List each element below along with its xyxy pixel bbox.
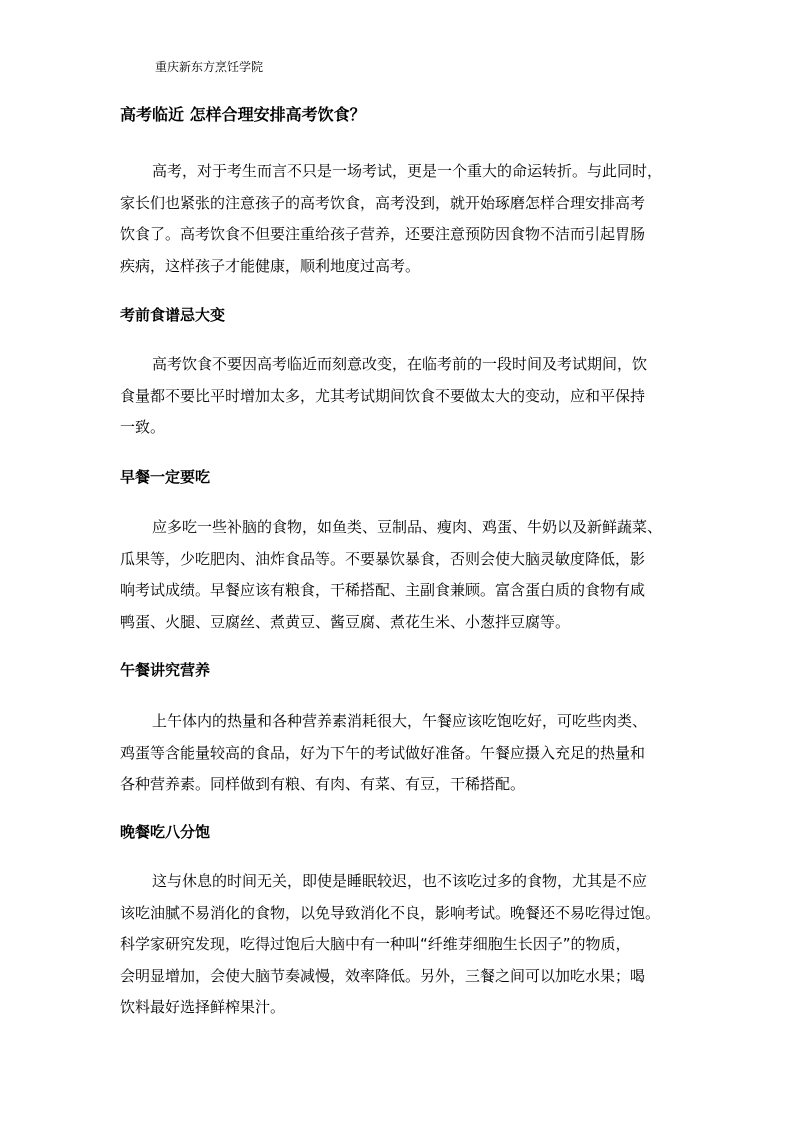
paragraph-line: 会明显增加，会使大脑节奏减慢，效率降低。另外，三餐之间可以加吃水果；喝: [120, 966, 646, 985]
section-heading: 早餐一定要吃: [120, 468, 211, 486]
paragraph-line: 高考饮食不要因高考临近而刻意改变，在临考前的一段时间及考试期间，饮: [152, 355, 648, 373]
paragraph-line: 饮食了。高考饮食不但要注重给孩子营养，还要注意预防因食物不洁而引起胃肠: [120, 225, 646, 243]
section-paragraph: [120, 512, 685, 638]
page-header: 重庆新东方烹饪学院: [155, 60, 264, 74]
paragraph-line: 鸡蛋等含能量较高的食品，好为下午的考试做好准备。午餐应摄入充足的热量和: [120, 743, 646, 762]
intro-paragraph: [120, 156, 685, 282]
section-paragraph: [120, 349, 685, 444]
paragraph-line: 饮料最好选择鲜榨果汁。: [120, 998, 286, 1016]
paragraph-line: 响考试成绩。早餐应该有粮食，干稀搭配、主副食兼顾。富含蛋白质的食物有咸: [120, 581, 646, 599]
paragraph-line: 这与休息的时间无关，即使是睡眠较迟，也不该吃过多的食物，尤其是不应: [152, 872, 648, 890]
section-heading: 晚餐吃八分饱: [120, 823, 211, 841]
paragraph-line: 鸭蛋、火腿、豆腐丝、煮黄豆、酱豆腐、煮花生米、小葱拌豆腐等。: [120, 612, 571, 631]
paragraph-line: 应多吃一些补脑的食物，如鱼类、豆制品、瘦肉、鸡蛋、牛奶以及新鲜蔬菜、: [152, 518, 663, 536]
section-heading: 午餐讲究营养: [120, 661, 211, 679]
paragraph-line: 高考，对于考生而言不只是一场考试，更是一个重大的命运转折。与此同时，: [152, 162, 663, 180]
section-paragraph: [120, 706, 685, 801]
section-paragraph: [120, 866, 685, 1024]
paragraph-line: 食量都不要比平时增加太多，尤其考试期间饮食不要做太大的变动，应和平保持: [120, 386, 646, 405]
paragraph-line: 科学家研究发现，吃得过饱后大脑中有一种叫“纤维芽细胞生长因子”的物质，: [120, 935, 631, 953]
paragraph-line: 疾病，这样孩子才能健康，顺利地度过高考。: [120, 256, 421, 275]
section-heading: 考前食谱忌大变: [120, 306, 226, 324]
paragraph-line: 各种营养素。同样做到有粮、有肉、有菜、有豆，干稀搭配。: [120, 775, 526, 793]
paragraph-line: 该吃油腻不易消化的食物，以免导致消化不良，影响考试。晚餐还不易吃得过饱。: [120, 903, 661, 922]
paragraph-line: 家长们也紧张的注意孩子的高考饮食，高考没到，就开始琢磨怎样合理安排高考: [120, 193, 646, 212]
paragraph-line: 瓜果等，少吃肥肉、油炸食品等。不要暴饮暴食，否则会使大脑灵敏度降低，影: [120, 549, 646, 568]
paragraph-line: 上午体内的热量和各种营养素消耗很大，午餐应该吃饱吃好，可吃些肉类、: [152, 712, 648, 730]
paragraph-line: 一致。: [120, 418, 166, 436]
article-title: 高考临近 怎样合理安排高考饮食？: [120, 105, 366, 124]
